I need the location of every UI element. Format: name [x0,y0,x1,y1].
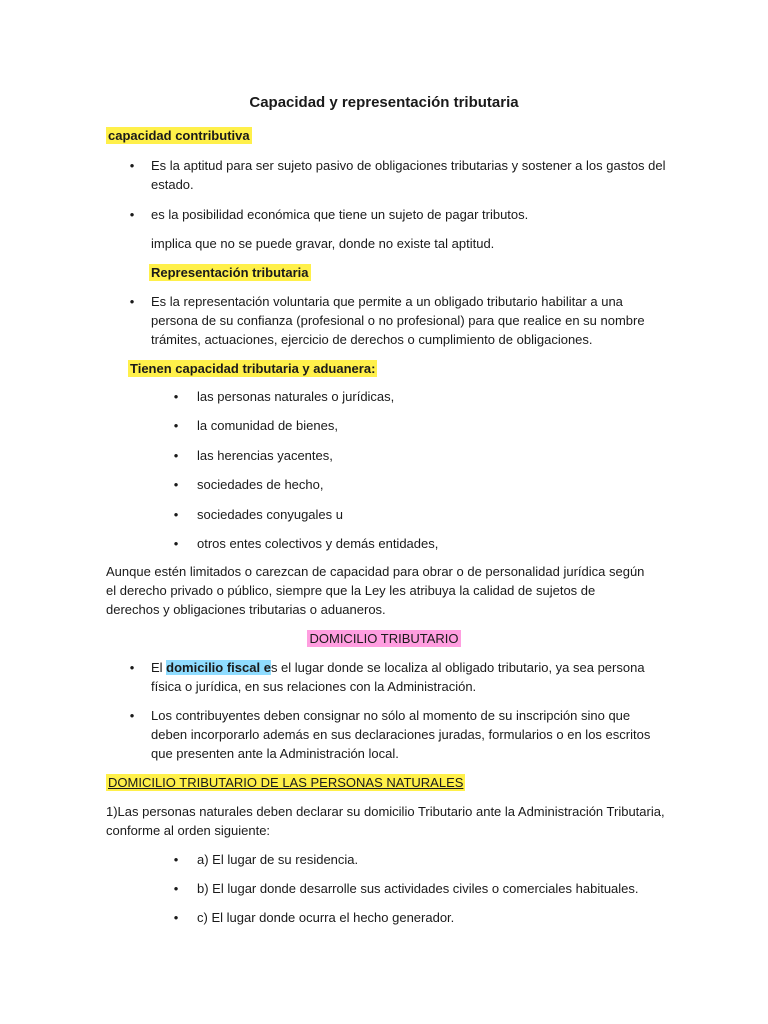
list-item: otros entes colectivos y demás entidades, [197,536,439,551]
bullet-icon: • [173,507,179,522]
note-text: implica que no se puede gravar, donde no existe tal aptitud. [151,236,495,251]
list-item: sociedades de hecho, [197,477,324,492]
bullet-icon: • [129,294,135,309]
bullet-icon: • [129,158,135,173]
paragraph: 1)Las personas naturales deben declarar su domicilio Tributario ante la Administración Tributaria, conforme al orden siguiente: [106,804,665,838]
list-item: Los contribuyentes deben consignar no sólo al momento de su inscripción sino que deben incorporarlo además en sus declaraciones juradas, formularios o en los escritos que presenten ante la Administración local. [151,708,651,761]
highlight-domicilio-fiscal: domicilio fiscal e [166,660,271,675]
list-item: b) El lugar donde desarrolle sus actividades civiles o comerciales habituales. [197,881,639,896]
section-heading-capacidad-aduanera [128,359,377,378]
highlight-domicilio-tributario: DOMICILIO TRIBUTARIO [309,631,459,646]
list-item: las herencias yacentes, [197,448,333,463]
text-rest: s el lugar donde se localiza al obligado tributario, ya sea persona física o jurídica, en sus relaciones con la Administración. [151,660,645,694]
bullet-icon: • [173,448,179,463]
bullet-icon: • [173,389,179,404]
highlight-capacidad-aduanera: Tienen capacidad tributaria y aduanera: [130,361,376,376]
list-item: Es la aptitud para ser sujeto pasivo de obligaciones tributarias y sostener a los gastos del estado. [151,158,666,192]
list-item: las personas naturales o jurídicas, [197,389,395,404]
list-item: Es la representación voluntaria que permite a un obligado tributario habilitar a una persona de su confianza (profesional o no profesional) para que realice en su nombre trámites, actuaciones, ejercicio de derechos o cumplimiento de obligaciones. [151,294,645,347]
bullet-icon: • [173,536,179,551]
bullet-icon: • [129,708,135,723]
bullet-icon: • [173,477,179,492]
highlight-representacion: Representación tributaria [151,265,309,280]
bullet-icon: • [173,418,179,433]
bullet-icon: • [129,660,135,675]
list-item: la comunidad de bienes, [197,418,338,433]
section-heading-representacion [149,263,311,282]
text-prefix: El [151,660,167,675]
section-heading-capacidad [106,126,252,145]
list-item [151,658,671,696]
paragraph: Aunque estén limitados o carezcan de capacidad para obrar o de personalidad jurídica según el derecho privado o público, siempre que la Ley les atribuya la calidad de sujetos de derechos y obligaciones tributarias o aduaneros. [106,564,645,617]
list-item: es la posibilidad económica que tiene un sujeto de pagar tributos. [151,207,529,222]
bullet-icon: • [173,881,179,896]
bullet-icon: • [173,910,179,925]
list-item: sociedades conyugales u [197,507,343,522]
section-heading-domicilio [0,629,768,648]
list-item: a) El lugar de su residencia. [197,852,359,867]
bullet-icon: • [173,852,179,867]
highlight-capacidad-contributiva: capacidad contributiva [108,128,250,143]
section-heading-personas-naturales [106,773,465,792]
bullet-icon: • [129,207,135,222]
list-item: c) El lugar donde ocurra el hecho generador. [197,910,455,925]
highlight-personas-naturales: DOMICILIO TRIBUTARIO DE LAS PERSONAS NATURALES [108,775,464,790]
page-title: Capacidad y representación tributaria [249,94,519,111]
